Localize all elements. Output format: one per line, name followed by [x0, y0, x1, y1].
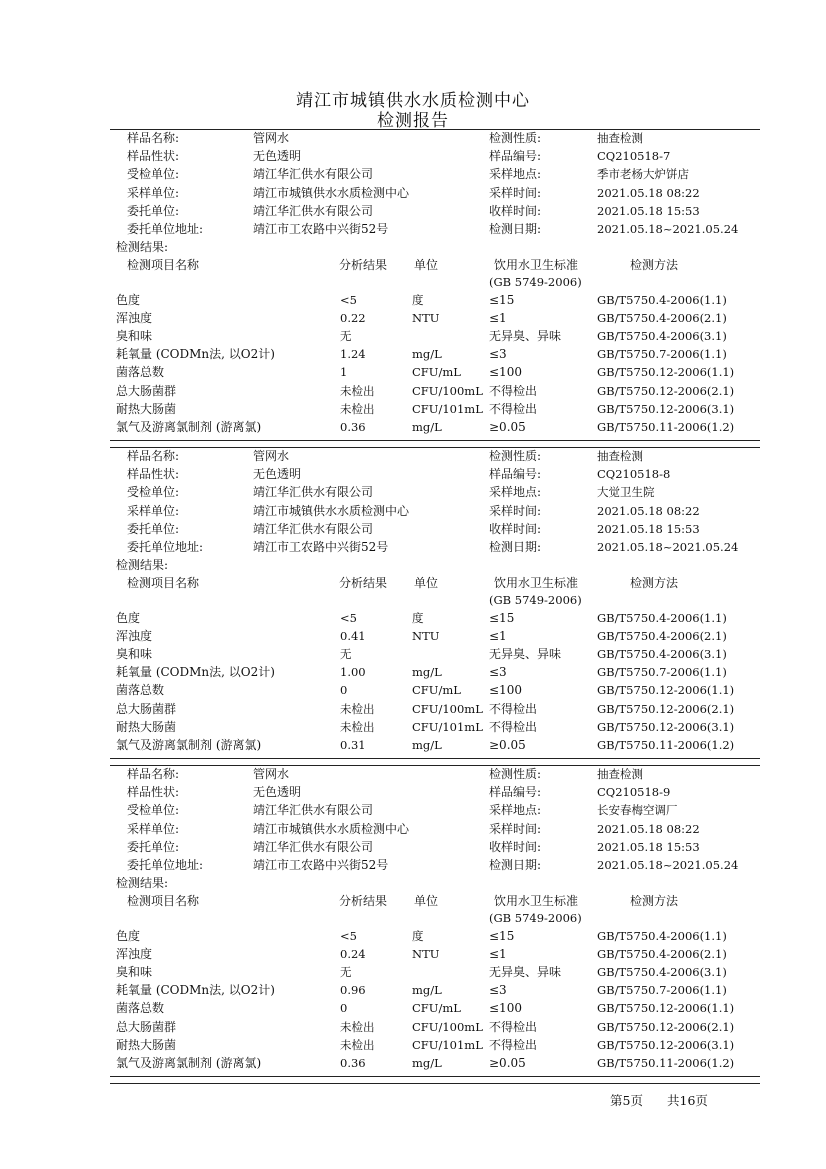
- result-method: GB/T5750.12-2006(3.1): [597, 1037, 735, 1052]
- meta-label-sampling-unit: 采样单位:: [127, 821, 180, 836]
- result-unit: 度: [412, 293, 424, 307]
- result-item-name: 耐热大肠菌: [116, 719, 177, 734]
- result-standard: ≤3: [489, 347, 507, 362]
- result-standard: 无异臭、异味: [489, 329, 562, 344]
- page-total: 共16页: [667, 1093, 708, 1108]
- meta-value-sampling-time: 2021.05.18 08:22: [597, 821, 700, 836]
- col-header-standard-code: (GB 5749-2006): [489, 593, 582, 607]
- section-rule: [110, 447, 760, 448]
- result-unit: CFU/mL: [412, 683, 461, 698]
- meta-label-sample-name: 样品名称:: [127, 767, 180, 781]
- meta-label-test-date: 检测日期:: [489, 858, 542, 872]
- meta-value-inspected-unit: 靖江华汇供水有限公司: [253, 167, 374, 182]
- result-standard: ≤3: [489, 983, 507, 998]
- result-method: GB/T5750.12-2006(2.1): [597, 701, 735, 716]
- result-method: GB/T5750.11-2006(1.2): [597, 737, 735, 752]
- meta-value-inspected-unit: 靖江华汇供水有限公司: [253, 803, 374, 818]
- meta-label-sample-no: 样品编号:: [489, 785, 542, 800]
- result-item-name: 耐热大肠菌: [116, 1037, 177, 1052]
- result-value: 0.22: [340, 311, 366, 326]
- meta-value-client-address: 靖江市工农路中兴街52号: [253, 858, 389, 872]
- result-value: 0.36: [340, 1055, 366, 1070]
- meta-value-client-unit: 靖江华汇供水有限公司: [253, 203, 374, 218]
- meta-value-sample-state: 无色透明: [253, 149, 302, 164]
- result-value: 未检出: [340, 1019, 375, 1034]
- meta-label-test-date: 检测日期:: [489, 540, 542, 554]
- section-rule: [110, 1076, 760, 1077]
- result-value: 0.41: [340, 629, 366, 644]
- col-header-result: 分析结果: [339, 258, 388, 272]
- result-method: GB/T5750.12-2006(2.1): [597, 1019, 735, 1034]
- meta-label-client-address: 委托单位地址:: [127, 858, 204, 872]
- result-item-name: 浑浊度: [116, 947, 153, 962]
- result-item-name: 浑浊度: [116, 629, 153, 644]
- section-rule: [110, 765, 760, 766]
- results-heading: 检测结果:: [116, 240, 169, 254]
- result-value: 未检出: [340, 401, 375, 416]
- result-method: GB/T5750.7-2006(1.1): [597, 983, 727, 998]
- result-standard: ≤100: [489, 683, 522, 698]
- result-method: GB/T5750.12-2006(1.1): [597, 683, 735, 698]
- col-header-standard: 饮用水卫生标准: [494, 258, 579, 272]
- result-item-name: 色度: [116, 293, 141, 307]
- col-header-unit: 单位: [414, 576, 439, 590]
- result-unit: mg/L: [412, 419, 442, 434]
- meta-value-test-date: 2021.05.18~2021.05.24: [597, 222, 739, 236]
- meta-value-sampling-site: 长安春梅空调厂: [597, 803, 678, 818]
- result-method: GB/T5750.11-2006(1.2): [597, 419, 735, 434]
- meta-value-sampling-site: 大觉卫生院: [597, 485, 655, 500]
- meta-value-test-date: 2021.05.18~2021.05.24: [597, 858, 739, 872]
- meta-label-sample-name: 样品名称:: [127, 131, 180, 145]
- meta-label-sampling-time: 采样时间:: [489, 185, 542, 200]
- result-item-name: 总大肠菌群: [116, 383, 177, 398]
- result-unit: CFU/mL: [412, 365, 461, 380]
- result-unit: NTU: [412, 311, 440, 326]
- meta-label-test-nature: 检测性质:: [489, 449, 542, 463]
- result-item-name: 耗氧量 (CODMn法, 以O2计): [116, 665, 275, 680]
- result-item-name: 耗氧量 (CODMn法, 以O2计): [116, 347, 275, 362]
- col-header-result: 分析结果: [339, 576, 388, 590]
- meta-value-test-nature: 抽查检测: [597, 767, 643, 781]
- result-method: GB/T5750.7-2006(1.1): [597, 665, 727, 680]
- result-standard: ≤100: [489, 365, 522, 380]
- col-header-method: 检测方法: [630, 894, 679, 908]
- result-value: 1.24: [340, 347, 366, 362]
- meta-label-sample-state: 样品性状:: [127, 785, 180, 800]
- col-header-unit: 单位: [414, 258, 439, 272]
- result-unit: 度: [412, 611, 424, 625]
- result-unit: CFU/mL: [412, 1001, 461, 1016]
- result-value: 0: [340, 683, 348, 698]
- result-method: GB/T5750.4-2006(2.1): [597, 947, 727, 962]
- meta-label-client-address: 委托单位地址:: [127, 540, 204, 554]
- meta-label-receive-time: 收样时间:: [489, 203, 542, 218]
- meta-value-sampling-site: 季市老杨大炉饼店: [597, 167, 689, 182]
- result-unit: mg/L: [412, 347, 442, 362]
- col-header-unit: 单位: [414, 894, 439, 908]
- meta-value-client-unit: 靖江华汇供水有限公司: [253, 521, 374, 536]
- result-standard: ≥0.05: [489, 737, 526, 752]
- result-standard: 不得检出: [489, 383, 538, 398]
- meta-value-inspected-unit: 靖江华汇供水有限公司: [253, 485, 374, 500]
- meta-label-inspected-unit: 受检单位:: [127, 485, 180, 500]
- result-item-name: 氯气及游离氯制剂 (游离氯): [116, 419, 262, 434]
- result-value: 0.24: [340, 947, 366, 962]
- result-standard: 不得检出: [489, 1019, 538, 1034]
- meta-value-receive-time: 2021.05.18 15:53: [597, 839, 700, 854]
- result-method: GB/T5750.4-2006(3.1): [597, 965, 727, 980]
- result-method: GB/T5750.4-2006(3.1): [597, 329, 727, 344]
- meta-label-sample-no: 样品编号:: [489, 149, 542, 164]
- result-value: 0.96: [340, 983, 366, 998]
- meta-value-sampling-unit: 靖江市城镇供水水质检测中心: [253, 821, 410, 836]
- result-value: 未检出: [340, 719, 375, 734]
- result-item-name: 臭和味: [116, 647, 153, 662]
- section-rule: [110, 440, 760, 441]
- meta-label-receive-time: 收样时间:: [489, 839, 542, 854]
- result-item-name: 耗氧量 (CODMn法, 以O2计): [116, 983, 275, 998]
- result-item-name: 氯气及游离氯制剂 (游离氯): [116, 1055, 262, 1070]
- result-item-name: 臭和味: [116, 965, 153, 980]
- result-method: GB/T5750.7-2006(1.1): [597, 347, 727, 362]
- result-standard: ≤15: [489, 929, 515, 943]
- result-method: GB/T5750.4-2006(2.1): [597, 311, 727, 326]
- result-standard: ≤15: [489, 293, 515, 307]
- result-unit: mg/L: [412, 983, 442, 998]
- result-standard: 不得检出: [489, 1037, 538, 1052]
- result-standard: ≥0.05: [489, 419, 526, 434]
- meta-value-sample-name: 管网水: [253, 131, 290, 145]
- meta-value-sampling-time: 2021.05.18 08:22: [597, 503, 700, 518]
- meta-value-sample-name: 管网水: [253, 767, 290, 781]
- result-item-name: 色度: [116, 611, 141, 625]
- meta-label-client-unit: 委托单位:: [127, 839, 180, 854]
- result-value: 0.31: [340, 737, 366, 752]
- result-method: GB/T5750.12-2006(2.1): [597, 383, 735, 398]
- result-method: GB/T5750.12-2006(3.1): [597, 401, 735, 416]
- result-item-name: 总大肠菌群: [116, 701, 177, 716]
- col-header-standard: 饮用水卫生标准: [494, 576, 579, 590]
- meta-label-sampling-unit: 采样单位:: [127, 185, 180, 200]
- bottom-rule: [110, 1083, 760, 1084]
- meta-value-sample-name: 管网水: [253, 449, 290, 463]
- result-value: 0: [340, 1001, 348, 1016]
- report-institution-title: 靖江市城镇供水水质检测中心: [296, 91, 530, 111]
- meta-value-sample-state: 无色透明: [253, 785, 302, 800]
- result-value: 未检出: [340, 383, 375, 398]
- result-method: GB/T5750.4-2006(1.1): [597, 293, 727, 307]
- meta-label-test-nature: 检测性质:: [489, 131, 542, 145]
- result-standard: ≤1: [489, 629, 507, 644]
- result-value: 0.36: [340, 419, 366, 434]
- result-value: 无: [340, 965, 352, 980]
- result-unit: CFU/101mL: [412, 401, 483, 416]
- meta-label-receive-time: 收样时间:: [489, 521, 542, 536]
- meta-label-client-address: 委托单位地址:: [127, 222, 204, 236]
- result-item-name: 菌落总数: [116, 683, 165, 698]
- meta-label-client-unit: 委托单位:: [127, 521, 180, 536]
- report-title: 检测报告: [377, 111, 449, 131]
- meta-value-client-unit: 靖江华汇供水有限公司: [253, 839, 374, 854]
- col-header-method: 检测方法: [630, 576, 679, 590]
- result-standard: 不得检出: [489, 401, 538, 416]
- result-value: 未检出: [340, 1037, 375, 1052]
- meta-value-sampling-unit: 靖江市城镇供水水质检测中心: [253, 185, 410, 200]
- meta-label-sampling-unit: 采样单位:: [127, 503, 180, 518]
- meta-value-test-nature: 抽查检测: [597, 449, 643, 463]
- results-heading: 检测结果:: [116, 876, 169, 890]
- result-unit: CFU/101mL: [412, 719, 483, 734]
- result-method: GB/T5750.11-2006(1.2): [597, 1055, 735, 1070]
- result-unit: 度: [412, 929, 424, 943]
- result-method: GB/T5750.4-2006(2.1): [597, 629, 727, 644]
- result-value: <5: [340, 293, 357, 307]
- meta-value-client-address: 靖江市工农路中兴街52号: [253, 540, 389, 554]
- result-unit: NTU: [412, 947, 440, 962]
- result-item-name: 臭和味: [116, 329, 153, 344]
- result-unit: mg/L: [412, 737, 442, 752]
- section-rule: [110, 758, 760, 759]
- result-item-name: 菌落总数: [116, 1001, 165, 1016]
- meta-label-sample-name: 样品名称:: [127, 449, 180, 463]
- col-header-item: 检测项目名称: [127, 576, 200, 590]
- meta-value-client-address: 靖江市工农路中兴街52号: [253, 222, 389, 236]
- result-standard: ≤100: [489, 1001, 522, 1016]
- result-item-name: 菌落总数: [116, 365, 165, 380]
- result-value: 无: [340, 647, 352, 662]
- result-unit: mg/L: [412, 665, 442, 680]
- meta-label-inspected-unit: 受检单位:: [127, 803, 180, 818]
- result-unit: CFU/101mL: [412, 1037, 483, 1052]
- result-item-name: 浑浊度: [116, 311, 153, 326]
- meta-label-sampling-time: 采样时间:: [489, 503, 542, 518]
- section-rule: [110, 129, 760, 130]
- result-standard: 不得检出: [489, 719, 538, 734]
- result-item-name: 色度: [116, 929, 141, 943]
- result-standard: 无异臭、异味: [489, 647, 562, 662]
- page-number: 第5页: [610, 1093, 643, 1108]
- result-value: 无: [340, 329, 352, 344]
- result-method: GB/T5750.12-2006(1.1): [597, 365, 735, 380]
- result-standard: ≤15: [489, 611, 515, 625]
- meta-label-client-unit: 委托单位:: [127, 203, 180, 218]
- result-value: <5: [340, 929, 357, 943]
- results-heading: 检测结果:: [116, 558, 169, 572]
- result-method: GB/T5750.12-2006(3.1): [597, 719, 735, 734]
- result-value: 1.00: [340, 665, 366, 680]
- col-header-item: 检测项目名称: [127, 894, 200, 908]
- meta-label-sampling-time: 采样时间:: [489, 821, 542, 836]
- result-standard: ≤3: [489, 665, 507, 680]
- meta-value-sampling-time: 2021.05.18 08:22: [597, 185, 700, 200]
- result-unit: CFU/100mL: [412, 383, 483, 398]
- meta-label-sample-state: 样品性状:: [127, 467, 180, 482]
- meta-value-sample-no: CQ210518-7: [597, 149, 671, 164]
- result-item-name: 氯气及游离氯制剂 (游离氯): [116, 737, 262, 752]
- result-value: 未检出: [340, 701, 375, 716]
- result-standard: ≤1: [489, 311, 507, 326]
- result-standard: ≥0.05: [489, 1055, 526, 1070]
- result-item-name: 总大肠菌群: [116, 1019, 177, 1034]
- meta-value-sample-no: CQ210518-9: [597, 785, 671, 800]
- result-method: GB/T5750.12-2006(1.1): [597, 1001, 735, 1016]
- result-method: GB/T5750.4-2006(1.1): [597, 929, 727, 943]
- result-standard: 无异臭、异味: [489, 965, 562, 980]
- result-unit: NTU: [412, 629, 440, 644]
- col-header-standard-code: (GB 5749-2006): [489, 275, 582, 289]
- col-header-method: 检测方法: [630, 258, 679, 272]
- result-method: GB/T5750.4-2006(1.1): [597, 611, 727, 625]
- meta-value-sample-state: 无色透明: [253, 467, 302, 482]
- meta-value-sampling-unit: 靖江市城镇供水水质检测中心: [253, 503, 410, 518]
- meta-label-sample-no: 样品编号:: [489, 467, 542, 482]
- col-header-standard: 饮用水卫生标准: [494, 894, 579, 908]
- meta-label-sample-state: 样品性状:: [127, 149, 180, 164]
- meta-value-test-date: 2021.05.18~2021.05.24: [597, 540, 739, 554]
- result-unit: mg/L: [412, 1055, 442, 1070]
- meta-label-inspected-unit: 受检单位:: [127, 167, 180, 182]
- result-standard: 不得检出: [489, 701, 538, 716]
- col-header-item: 检测项目名称: [127, 258, 200, 272]
- result-method: GB/T5750.4-2006(3.1): [597, 647, 727, 662]
- meta-value-test-nature: 抽查检测: [597, 131, 643, 145]
- meta-label-sampling-site: 采样地点:: [489, 485, 542, 500]
- meta-label-test-nature: 检测性质:: [489, 767, 542, 781]
- result-value: 1: [340, 365, 348, 380]
- result-item-name: 耐热大肠菌: [116, 401, 177, 416]
- result-standard: ≤1: [489, 947, 507, 962]
- meta-value-sample-no: CQ210518-8: [597, 467, 671, 482]
- meta-value-receive-time: 2021.05.18 15:53: [597, 521, 700, 536]
- result-value: <5: [340, 611, 357, 625]
- meta-label-sampling-site: 采样地点:: [489, 803, 542, 818]
- col-header-result: 分析结果: [339, 894, 388, 908]
- meta-value-receive-time: 2021.05.18 15:53: [597, 203, 700, 218]
- meta-label-sampling-site: 采样地点:: [489, 167, 542, 182]
- result-unit: CFU/100mL: [412, 701, 483, 716]
- meta-label-test-date: 检测日期:: [489, 222, 542, 236]
- col-header-standard-code: (GB 5749-2006): [489, 911, 582, 925]
- result-unit: CFU/100mL: [412, 1019, 483, 1034]
